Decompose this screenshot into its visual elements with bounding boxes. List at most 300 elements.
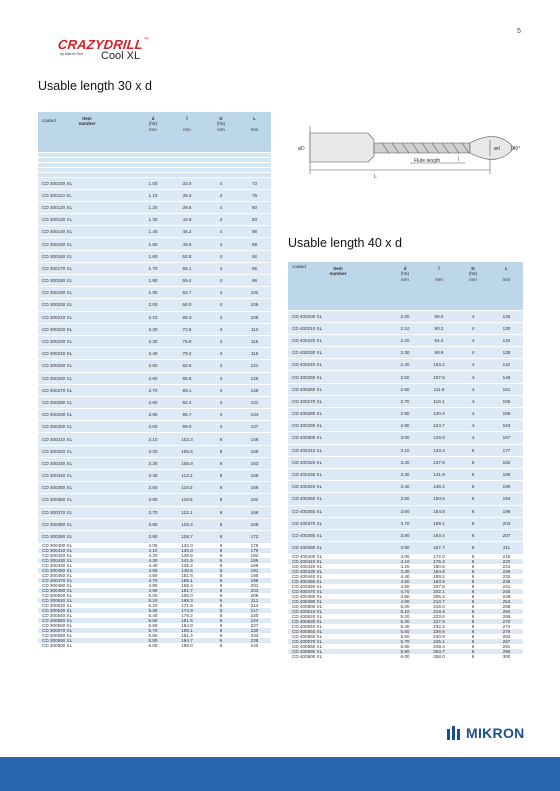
- cell-item-number: CD 300570 XL: [38, 628, 136, 633]
- table-row: [288, 468, 523, 480]
- cell-item-number: CD 300200 XL: [38, 299, 136, 311]
- cell-item-number: CD 300440 XL: [38, 563, 136, 568]
- cell-d: 1.00: [136, 177, 170, 189]
- cell-d: 5.00: [136, 593, 170, 598]
- cell-item-number: CD 300160 XL: [38, 250, 136, 262]
- cell-item-number: CD 300580 XL: [38, 633, 136, 638]
- cell-L: 146: [238, 433, 271, 445]
- cell-item-number: CD 400240 XL: [288, 359, 388, 371]
- cell-D: 4: [204, 214, 238, 226]
- cell-L: 217: [238, 608, 271, 613]
- cell-D: 4: [204, 299, 238, 311]
- table-row: [38, 506, 271, 518]
- cell-item-number: CD 400420 XL: [288, 564, 388, 569]
- cell-d: 3.60: [136, 494, 170, 506]
- cell-d: 2.00: [388, 310, 422, 322]
- cell-D: 4: [204, 189, 238, 201]
- cell-L: 89: [238, 238, 271, 250]
- table-row: [38, 238, 271, 250]
- cell-D: 6: [204, 568, 238, 573]
- cell-L: 233: [238, 633, 271, 638]
- cell-D: 6: [456, 554, 490, 559]
- table-row: [38, 494, 271, 506]
- cell-L: 186: [490, 468, 523, 480]
- cell-D: 6: [204, 530, 238, 542]
- cell-L: 227: [238, 623, 271, 628]
- cell-d: 4.70: [136, 578, 170, 583]
- cell-D: 4: [204, 335, 238, 347]
- cell-item-number: CD 300550 XL: [38, 618, 136, 623]
- cell-item-number: CD 300230 XL: [38, 335, 136, 347]
- cell-L: 172: [238, 530, 271, 542]
- cell-D: 6: [204, 578, 238, 583]
- cell-item-number: CD 400490 XL: [288, 599, 388, 604]
- table-row: [288, 517, 523, 529]
- cell-l: 172.0: [422, 554, 456, 559]
- cell-D: 4: [204, 384, 238, 396]
- cell-D: 6: [456, 609, 490, 614]
- header-L: L mm: [490, 262, 523, 310]
- cell-L: 300: [490, 654, 523, 659]
- cell-D: 4: [204, 177, 238, 189]
- cell-item-number: CD 300250 XL: [38, 360, 136, 372]
- cell-D: 6: [456, 574, 490, 579]
- cell-l: 99.0: [170, 421, 204, 433]
- label-L: L: [374, 174, 377, 180]
- cell-D: 4: [456, 322, 490, 334]
- cell-l: 232.2: [422, 624, 456, 629]
- cell-l: 171.6: [170, 603, 204, 608]
- cell-D: 4: [204, 360, 238, 372]
- cell-L: 274: [490, 624, 523, 629]
- cell-l: 180.6: [422, 564, 456, 569]
- cell-l: 210.7: [422, 599, 456, 604]
- cell-L: 134: [490, 334, 523, 346]
- cell-L: 150: [238, 445, 271, 457]
- cell-l: 194.7: [170, 638, 204, 643]
- cell-D: 6: [456, 468, 490, 480]
- cell-item-number: CD 400380 XL: [288, 529, 388, 541]
- table1-body: [38, 152, 271, 648]
- cell-d: 3.00: [136, 421, 170, 433]
- cell-item-number: CD 300530 XL: [38, 608, 136, 613]
- cell-d: 2.80: [388, 408, 422, 420]
- cell-l: 240.8: [422, 634, 456, 639]
- cell-l: 193.5: [422, 579, 456, 584]
- cell-l: 59.4: [170, 275, 204, 287]
- cell-d: 5.40: [136, 613, 170, 618]
- cell-l: 188.1: [170, 628, 204, 633]
- cell-L: 134: [238, 409, 271, 421]
- cell-d: 2.40: [136, 348, 170, 360]
- cell-D: 6: [204, 593, 238, 598]
- heading-table2: Usable length 40 x d: [288, 236, 402, 250]
- cell-item-number: CD 300180 XL: [38, 275, 136, 287]
- label-flute-length: Flute length: [414, 158, 441, 164]
- cell-l: 168.3: [170, 598, 204, 603]
- cell-L: 128: [238, 384, 271, 396]
- cell-d: 2.20: [388, 334, 422, 346]
- cell-l: 39.6: [170, 201, 204, 213]
- table-row: [288, 359, 523, 371]
- cell-d: 5.50: [388, 629, 422, 634]
- cell-D: 6: [456, 542, 490, 554]
- cell-L: 125: [490, 310, 523, 322]
- cell-L: 169: [238, 518, 271, 530]
- table-row: [38, 189, 271, 201]
- cell-item-number: CD 300590 XL: [38, 638, 136, 643]
- cell-D: 6: [204, 558, 238, 563]
- cell-D: 4: [204, 311, 238, 323]
- cell-L: 270: [490, 619, 523, 624]
- cell-D: 4: [204, 250, 238, 262]
- cell-L: 214: [238, 603, 271, 608]
- cell-item-number: CD 400580 XL: [288, 644, 388, 649]
- table-row: [288, 444, 523, 456]
- cell-l: 52.8: [170, 250, 204, 262]
- cell-L: 86: [238, 226, 271, 238]
- cell-L: 137: [238, 421, 271, 433]
- table-row: [38, 518, 271, 530]
- cell-l: 145.2: [170, 563, 204, 568]
- cell-item-number: CD 300270 XL: [38, 384, 136, 396]
- cell-L: 211: [490, 542, 523, 554]
- header-d: d (h5) mm: [388, 262, 422, 310]
- cell-item-number: CD 300490 XL: [38, 588, 136, 593]
- cell-d: 2.90: [136, 409, 170, 421]
- cell-l: 138.6: [170, 553, 204, 558]
- cell-D: 6: [456, 599, 490, 604]
- cell-D: 6: [456, 644, 490, 649]
- table-usable-length-30xd: [38, 112, 271, 648]
- cell-L: 228: [490, 569, 523, 574]
- cell-L: 121: [238, 360, 271, 372]
- cell-D: 6: [456, 604, 490, 609]
- table-row: [38, 470, 271, 482]
- label-l: l: [458, 157, 460, 163]
- table-row: [38, 360, 271, 372]
- table-row: [288, 371, 523, 383]
- cell-L: 224: [238, 618, 271, 623]
- cell-l: 245.1: [422, 639, 456, 644]
- table-row: [38, 287, 271, 299]
- cell-L: 253: [490, 599, 523, 604]
- cell-D: 6: [204, 573, 238, 578]
- cell-d: 2.60: [136, 372, 170, 384]
- cell-d: 5.50: [136, 618, 170, 623]
- cell-L: 295: [490, 649, 523, 654]
- cell-item-number: CD 400400 XL: [288, 554, 388, 559]
- cell-l: 120.4: [422, 408, 456, 420]
- cell-L: 92: [238, 250, 271, 262]
- table-row: [38, 530, 271, 542]
- cell-D: 6: [204, 583, 238, 588]
- cell-d: 3.00: [388, 432, 422, 444]
- cell-item-number: CD 300120 XL: [38, 201, 136, 213]
- cell-D: 6: [204, 613, 238, 618]
- cell-d: 4.50: [388, 579, 422, 584]
- cell-L: 204: [238, 588, 271, 593]
- cell-item-number: CD 300300 XL: [38, 421, 136, 433]
- cell-l: 158.4: [170, 583, 204, 588]
- cell-item-number: CD 300310 XL: [38, 433, 136, 445]
- cell-D: 6: [456, 594, 490, 599]
- cell-D: 6: [204, 433, 238, 445]
- cell-L: 102: [238, 287, 271, 299]
- logo-by: by Mikron Tool: [60, 52, 84, 56]
- table-row: [288, 322, 523, 334]
- cell-item-number: CD 400510 XL: [288, 609, 388, 614]
- cell-l: 197.8: [422, 584, 456, 589]
- cell-L: 179: [238, 548, 271, 553]
- cell-l: 129.0: [422, 432, 456, 444]
- cell-item-number: CD 400310 XL: [288, 444, 388, 456]
- cell-L: 118: [238, 348, 271, 360]
- cell-L: 236: [238, 638, 271, 643]
- cell-L: 109: [238, 311, 271, 323]
- cell-l: 75.9: [170, 335, 204, 347]
- table-row: [288, 310, 523, 322]
- cell-item-number: CD 400340 XL: [288, 481, 388, 493]
- cell-l: 56.1: [170, 262, 204, 274]
- cell-L: 258: [490, 604, 523, 609]
- cell-l: 42.9: [170, 214, 204, 226]
- cell-L: 220: [490, 559, 523, 564]
- table-row: [38, 250, 271, 262]
- cell-item-number: CD 400460 XL: [288, 584, 388, 589]
- table-row: [38, 262, 271, 274]
- cell-d: 5.90: [388, 649, 422, 654]
- logo-brand: CRAZYDRILL™: [57, 37, 150, 52]
- table-row: [288, 383, 523, 395]
- cell-l: 236.5: [422, 629, 456, 634]
- cell-D: 6: [204, 633, 238, 638]
- label-inner-dia: ød: [494, 146, 500, 152]
- cell-L: 131: [238, 396, 271, 408]
- cell-D: 4: [204, 323, 238, 335]
- cell-D: 6: [204, 518, 238, 530]
- cell-d: 3.40: [388, 481, 422, 493]
- table-row: [38, 421, 271, 433]
- cell-d: 1.30: [136, 214, 170, 226]
- crazydrill-logo: [58, 37, 178, 67]
- cell-D: 6: [204, 623, 238, 628]
- cell-L: 266: [490, 614, 523, 619]
- cell-L: 198: [490, 505, 523, 517]
- cell-D: 6: [204, 445, 238, 457]
- cell-l: 92.4: [170, 396, 204, 408]
- cell-D: 6: [456, 584, 490, 589]
- cell-l: 115.5: [170, 482, 204, 494]
- cell-item-number: CD 400330 XL: [288, 468, 388, 480]
- cell-item-number: CD 300370 XL: [38, 506, 136, 518]
- cell-d: 3.50: [388, 493, 422, 505]
- cell-L: 96: [238, 262, 271, 274]
- cell-l: 206.4: [422, 594, 456, 599]
- cell-d: 1.80: [136, 275, 170, 287]
- cell-l: 95.7: [170, 409, 204, 421]
- cell-d: 4.20: [388, 564, 422, 569]
- drill-dimension-drawing: [290, 120, 528, 182]
- mikron-mark-icon: [446, 725, 462, 741]
- label-angle: 140°: [510, 146, 521, 152]
- cell-D: 4: [204, 238, 238, 250]
- cell-D: 6: [204, 457, 238, 469]
- cell-item-number: CD 300330 XL: [38, 457, 136, 469]
- cell-d: 4.80: [388, 594, 422, 599]
- cell-l: 253.7: [422, 649, 456, 654]
- cell-item-number: CD 400590 XL: [288, 649, 388, 654]
- table-row: [288, 408, 523, 420]
- cell-item-number: CD 400260 XL: [288, 383, 388, 395]
- cell-d: 5.20: [388, 614, 422, 619]
- cell-d: 1.70: [136, 262, 170, 274]
- cell-L: 262: [490, 609, 523, 614]
- cell-item-number: CD 300240 XL: [38, 348, 136, 360]
- cell-d: 5.60: [388, 634, 422, 639]
- cell-D: 4: [456, 359, 490, 371]
- cell-item-number: CD 300420 XL: [38, 553, 136, 558]
- cell-L: 224: [490, 564, 523, 569]
- cell-l: 36.3: [170, 189, 204, 201]
- cell-l: 159.1: [422, 517, 456, 529]
- cell-item-number: CD 300540 XL: [38, 613, 136, 618]
- cell-item-number: CD 300520 XL: [38, 603, 136, 608]
- cell-d: 5.30: [136, 608, 170, 613]
- cell-D: 6: [456, 589, 490, 594]
- cell-L: 182: [238, 553, 271, 558]
- cell-D: 4: [204, 348, 238, 360]
- cell-L: 182: [490, 456, 523, 468]
- cell-D: 6: [204, 638, 238, 643]
- cell-l: 122.1: [170, 506, 204, 518]
- cell-d: 4.60: [388, 584, 422, 589]
- cell-D: 6: [456, 481, 490, 493]
- cell-l: 181.5: [170, 618, 204, 623]
- cell-L: 190: [490, 481, 523, 493]
- cell-D: 6: [204, 563, 238, 568]
- cell-L: 249: [490, 594, 523, 599]
- cell-item-number: CD 400430 XL: [288, 569, 388, 574]
- cell-L: 232: [490, 574, 523, 579]
- cell-d: 3.50: [136, 482, 170, 494]
- cell-l: 128.7: [170, 530, 204, 542]
- cell-d: 1.90: [136, 287, 170, 299]
- cell-d: 2.50: [388, 371, 422, 383]
- cell-item-number: CD 300110 XL: [38, 189, 136, 201]
- cell-l: 155.1: [170, 578, 204, 583]
- cell-D: 4: [456, 347, 490, 359]
- cell-item-number: CD 400280 XL: [288, 408, 388, 420]
- cell-l: 198.0: [170, 643, 204, 648]
- cell-l: 161.7: [170, 588, 204, 593]
- cell-l: 118.8: [170, 494, 204, 506]
- cell-L: 175: [238, 543, 271, 548]
- cell-D: 4: [204, 201, 238, 213]
- cell-D: 4: [456, 310, 490, 322]
- cell-d: 5.90: [136, 638, 170, 643]
- cell-D: 6: [456, 517, 490, 529]
- cell-D: 6: [456, 493, 490, 505]
- cell-D: 6: [456, 624, 490, 629]
- cell-l: 33.0: [170, 177, 204, 189]
- cell-l: 90.3: [422, 322, 456, 334]
- cell-D: 4: [204, 396, 238, 408]
- cell-d: 4.40: [388, 574, 422, 579]
- cell-item-number: CD 300510 XL: [38, 598, 136, 603]
- cell-l: 223.6: [422, 614, 456, 619]
- cell-L: 167: [490, 432, 523, 444]
- cell-item-number: CD 300260 XL: [38, 372, 136, 384]
- cell-d: 4.30: [136, 558, 170, 563]
- header-l: l mm: [170, 112, 204, 152]
- table-row: [38, 323, 271, 335]
- cell-item-number: CD 400520 XL: [288, 614, 388, 619]
- cell-l: 124.7: [422, 420, 456, 432]
- cell-D: 6: [456, 444, 490, 456]
- header-coated: coated: [42, 117, 56, 123]
- cell-L: 177: [490, 444, 523, 456]
- table-row: [38, 177, 271, 189]
- cell-L: 215: [490, 554, 523, 559]
- cell-L: 163: [490, 420, 523, 432]
- cell-d: 2.50: [136, 360, 170, 372]
- cell-l: 163.4: [422, 529, 456, 541]
- cell-l: 132.0: [170, 543, 204, 548]
- cell-l: 46.2: [170, 226, 204, 238]
- cell-item-number: CD 300290 XL: [38, 409, 136, 421]
- cell-item-number: CD 300480 XL: [38, 583, 136, 588]
- cell-L: 130: [490, 322, 523, 334]
- cell-item-number: CD 400350 XL: [288, 493, 388, 505]
- cell-l: 107.5: [422, 371, 456, 383]
- cell-item-number: CD 400210 XL: [288, 322, 388, 334]
- table-row: [38, 433, 271, 445]
- cell-item-number: CD 300210 XL: [38, 311, 136, 323]
- cell-D: 4: [204, 262, 238, 274]
- cell-d: 1.60: [136, 250, 170, 262]
- cell-d: 2.90: [388, 420, 422, 432]
- header-d: d (h5) mm: [136, 112, 170, 152]
- cell-d: 3.90: [136, 530, 170, 542]
- cell-d: 2.80: [136, 396, 170, 408]
- cell-d: 3.80: [388, 529, 422, 541]
- table-row: [288, 420, 523, 432]
- cell-D: 4: [456, 383, 490, 395]
- table-row: [38, 299, 271, 311]
- cell-L: 162: [238, 494, 271, 506]
- mikron-logo: [446, 723, 524, 743]
- cell-l: 148.5: [170, 568, 204, 573]
- cell-item-number: CD 300190 XL: [38, 287, 136, 299]
- cell-d: 2.70: [388, 395, 422, 407]
- cell-D: 6: [204, 543, 238, 548]
- cell-L: 191: [238, 568, 271, 573]
- cell-d: 4.90: [388, 599, 422, 604]
- cell-L: 159: [238, 482, 271, 494]
- cell-item-number: CD 300350 XL: [38, 482, 136, 494]
- cell-D: 6: [204, 588, 238, 593]
- cell-d: 5.80: [388, 644, 422, 649]
- cell-item-number: CD 400550 XL: [288, 629, 388, 634]
- cell-L: 283: [490, 634, 523, 639]
- cell-D: 4: [204, 409, 238, 421]
- mikron-logo-text: MIKRON: [466, 725, 525, 741]
- cell-item-number: CD 400250 XL: [288, 371, 388, 383]
- cell-l: 258.0: [422, 654, 456, 659]
- heading-table1: Usable length 30 x d: [38, 79, 152, 93]
- cell-item-number: CD 300100 XL: [38, 177, 136, 189]
